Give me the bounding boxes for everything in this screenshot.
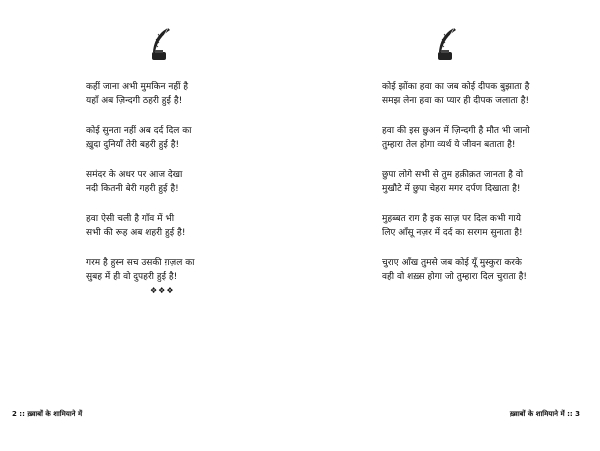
poem-line: यहाँ अब ज़िन्दगी ठहरी हुई है! — [86, 96, 183, 106]
stanza — [86, 256, 234, 284]
stanza — [382, 168, 534, 196]
stanza — [382, 256, 534, 284]
poem-left — [86, 80, 234, 300]
stanza — [86, 124, 234, 152]
stanza — [86, 212, 234, 240]
poem-line: नदी कितनी बेरी गहरी हुई है! — [86, 184, 179, 194]
quill-inkpot-icon — [432, 26, 462, 62]
page-footer-right: ख़्वाबों के शामियाने में :: 3 — [509, 410, 580, 418]
poem-line: चुराए आँख तुमसे जब कोई यूँ मुस्कुरा करके — [382, 258, 522, 268]
right-page — [300, 0, 600, 451]
poem-line: वही वो शख़्स होगा जो तुम्हारा दिल चुराता है! — [382, 272, 528, 282]
poem-line: सुबह में ही वो दुपहरी हुई है! — [86, 272, 178, 282]
poem-line: तुम्हारा तेल होगा व्यर्थ ये जीवन बताता है! — [382, 140, 516, 150]
quill-inkpot-icon — [146, 26, 176, 62]
poem-line: लिए आँसू नज़र में दर्द का सरगम सुनाता है! — [382, 228, 523, 238]
poem-line: हवा ऐसी चली है गाँव में भी — [86, 214, 175, 224]
poem-line: हवा की इस छुअन में ज़िन्दगी है मौत भी जानो — [382, 126, 530, 136]
stanza — [382, 212, 534, 240]
poem-line: समंदर के अधर पर आज देखा — [86, 170, 183, 180]
poem-line: छुपा लोगे सभी से तुम हक़ीक़त जानता है वो — [382, 170, 524, 180]
poem-line: समझ लेना हवा का प्यार ही दीपक जलाता है! — [382, 96, 530, 106]
stanza — [382, 124, 534, 152]
poem-line: गरम है हुस्न सच उसकी ग़ज़ल का — [86, 258, 195, 268]
poem-line: कोई झोंका हवा का जब कोई दीपक बुझाता है — [382, 82, 530, 92]
poem-right — [382, 80, 534, 300]
poem-line: सभी की रूह अब शहरी हुई है! — [86, 228, 186, 238]
stanza — [86, 80, 234, 108]
poem-line: मुहब्बत राग है इक साज़ पर दिल कभी गाये — [382, 214, 521, 224]
stanza — [382, 80, 534, 108]
poem-line: कहीं जाना अभी मुमकिन नहीं है — [86, 82, 189, 92]
ornament-divider: ❖❖❖ — [150, 286, 175, 295]
stanza — [86, 168, 234, 196]
poem-line: कोई सुनता नहीं अब दर्द दिल का — [86, 126, 192, 136]
page-footer-left: 2 :: ख़्वाबों के शामियाने में — [12, 410, 83, 418]
poem-line: मुखौटे में छुपा चेहरा मगर दर्पण दिखाता है! — [382, 184, 521, 194]
poem-line: ख़ुदा दुनियाँ तेरी बहरी हुई है! — [86, 140, 180, 150]
